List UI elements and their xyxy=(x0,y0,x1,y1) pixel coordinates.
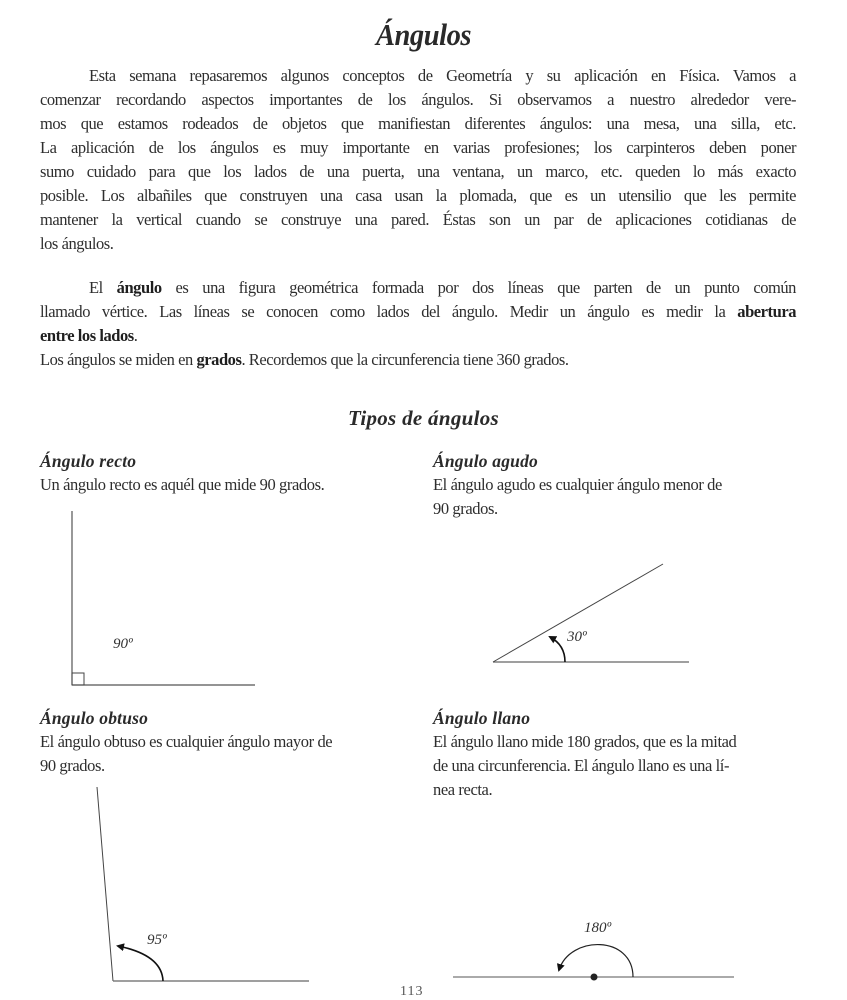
desc-line: El ángulo agudo es cualquier ángulo menor de xyxy=(433,475,722,494)
intro-line: mos que estamos rodeados de objetos que manifiestan diferentes ángulos: una mesa, una silla, etc. xyxy=(40,114,796,133)
text: . xyxy=(133,326,138,345)
intro-line: mantener la vertical cuando se construye una pared. Éstas son un par de aplicaciones cotidianas de xyxy=(40,210,796,229)
acute-angle-label: 30º xyxy=(567,629,587,645)
acute-angle-figure xyxy=(493,564,689,662)
page-title: Ángulos xyxy=(375,17,472,52)
straight-angle-figure xyxy=(453,920,734,981)
intro-line: Esta semana repasaremos algunos conceptos de Geometría y su aplicación en Física. Vamos a xyxy=(89,66,796,85)
obtuse-angle-arc-arrow xyxy=(118,946,163,981)
text: . Recordemos que la circunferencia tiene 360 grados. xyxy=(241,350,569,369)
straight-angle-heading: Ángulo llano xyxy=(433,708,531,728)
bold-term: entre los lados xyxy=(40,326,134,345)
text: llamado vértice. Las líneas se conocen como lados del ángulo. Medir un ángulo es medir la xyxy=(40,302,738,321)
right-angle-label: 90º xyxy=(113,636,133,652)
text: El xyxy=(89,278,117,297)
intro-line: posible. Los albañiles que construyen una casa usan la plomada, que es un utensilio que les permite xyxy=(40,186,796,205)
bold-term: abertura xyxy=(737,302,796,321)
bold-term: ángulo xyxy=(116,278,162,297)
obtuse-angle-heading: Ángulo obtuso xyxy=(40,708,149,728)
acute-angle-arc-arrow xyxy=(550,637,565,662)
acute-angle-slanted-side xyxy=(493,564,663,662)
section-title: Tipos de ángulos xyxy=(347,406,500,430)
right-angle-square-marker xyxy=(72,673,84,685)
straight-angle-arc-arrow xyxy=(559,945,633,977)
obtuse-angle-figure xyxy=(97,787,309,981)
desc-line: nea recta. xyxy=(433,780,493,799)
obtuse-angle-label: 95º xyxy=(147,932,167,948)
desc-line: 90 grados. xyxy=(40,756,105,775)
bold-term: grados xyxy=(196,350,242,369)
desc-line: El ángulo llano mide 180 grados, que es la mitad xyxy=(433,732,737,751)
obtuse-angle-slanted-side xyxy=(97,787,113,981)
desc-line: de una circunferencia. El ángulo llano es una lí- xyxy=(433,756,730,775)
intro-line: sumo cuidado para que los lados de una puerta, una ventana, un marco, etc. queden lo más exacto xyxy=(40,162,796,181)
text: Los ángulos se miden en xyxy=(40,350,197,369)
desc-line: 90 grados. xyxy=(433,499,498,518)
straight-angle-vertex-dot xyxy=(591,974,598,981)
intro-line: los ángulos. xyxy=(40,234,114,253)
right-angle-figure xyxy=(72,511,255,685)
straight-angle-label: 180º xyxy=(584,920,612,936)
intro-line: comenzar recordando aspectos importantes de los ángulos. Si observamos a nuestro alrededor vere- xyxy=(40,90,796,109)
acute-angle-heading: Ángulo agudo xyxy=(433,451,539,471)
right-angle-heading: Ángulo recto xyxy=(40,451,137,471)
text: es una figura geométrica formada por dos líneas que parten de un punto común xyxy=(161,278,796,297)
page-number: 113 xyxy=(400,984,424,999)
desc-line: Un ángulo recto es aquél que mide 90 grados. xyxy=(40,475,325,494)
desc-line: El ángulo obtuso es cualquier ángulo mayor de xyxy=(40,732,333,751)
intro-line: La aplicación de los ángulos es muy importante en varias profesiones; los carpinteros deben poner xyxy=(40,138,796,157)
